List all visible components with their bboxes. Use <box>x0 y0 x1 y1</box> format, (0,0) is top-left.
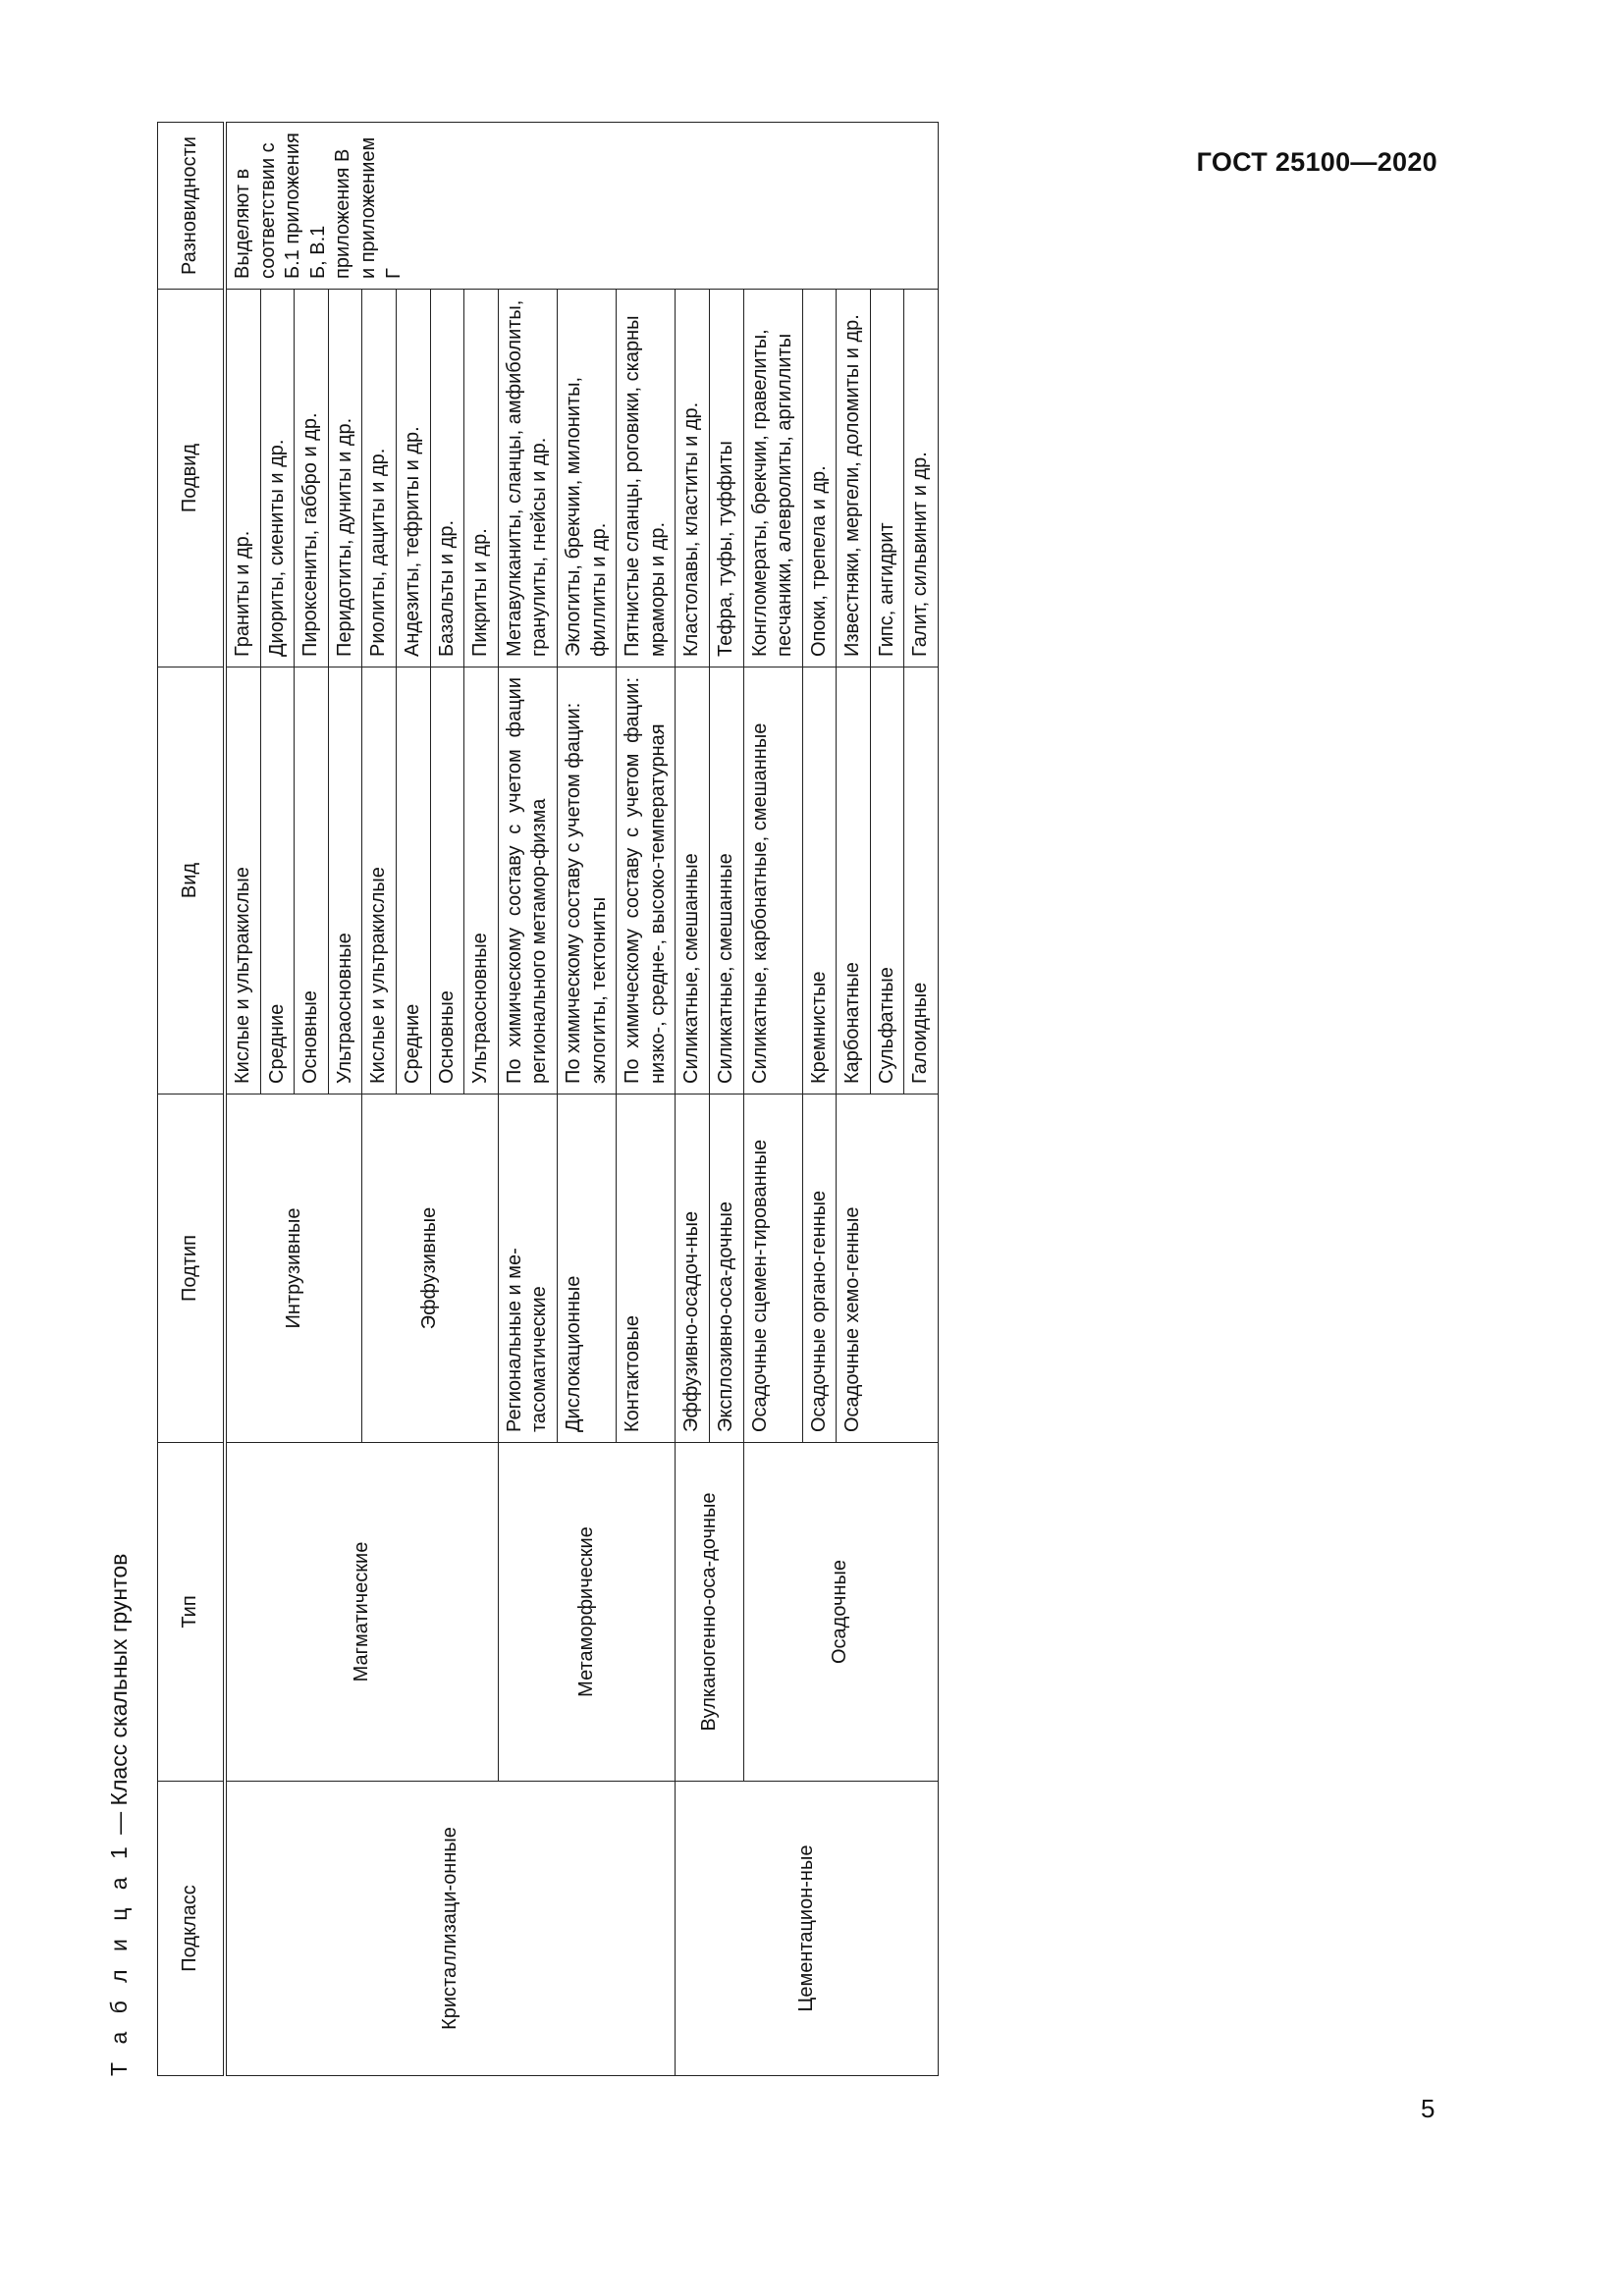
subtype-dislocation: Дислокационные <box>557 1095 616 1443</box>
kind-cell: Силикатные, смешанные <box>676 667 710 1095</box>
subkind-cell: Риолиты, дациты и др. <box>362 290 397 667</box>
subclass-cementation: Цементацион-ные <box>676 1782 939 2076</box>
varieties-cell: Выделяют в соответствии с Б.1 приложения Б, В.1 приложения В и приложением Г <box>225 123 939 290</box>
subtype-explosive-sedimentary: Эксплозивно-оса-дочные <box>709 1095 743 1443</box>
subtype-effusive-sedimentary: Эффузивно-осадоч-ные <box>676 1095 710 1443</box>
subkind-cell: Базальты и др. <box>430 290 464 667</box>
kind-cell: Кислые и ультракислые <box>225 667 260 1095</box>
kind-cell: Основные <box>295 667 329 1095</box>
kind-cell: По химическому составу с учетом фации: эклогиты, тектониты <box>557 667 616 1095</box>
subkind-cell: Конгломераты, брекчии, гравелиты, песчаники, алевролиты, аргиллиты <box>743 290 802 667</box>
subtype-contact: Контактовые <box>617 1095 676 1443</box>
rock-soil-class-table <box>157 122 939 2076</box>
type-metamorphic: Метаморфические <box>498 1443 676 1782</box>
kind-cell: Ультраосновные <box>328 667 362 1095</box>
header-subclass: Подкласс <box>158 1782 226 2076</box>
kind-cell: Ультраосновные <box>464 667 499 1095</box>
kind-cell: Галоидные <box>904 667 939 1095</box>
table-row <box>676 123 710 2076</box>
header-subkind: Подвид <box>158 290 226 667</box>
document-id: ГОСТ 25100—2020 <box>1196 147 1437 177</box>
type-magmatic: Магматические <box>225 1443 498 1782</box>
subclass-crystalline: Кристаллизаци-онные <box>225 1782 676 2076</box>
subkind-cell: Кластолавы, кластиты и др. <box>676 290 710 667</box>
subkind-cell: Перидотиты, дуниты и др. <box>328 290 362 667</box>
subkind-cell: Эклогиты, брекчии, милониты, филлиты и др. <box>557 290 616 667</box>
header-subtype: Подтип <box>158 1095 226 1443</box>
kind-cell: Сульфатные <box>870 667 904 1095</box>
rotated-table-area <box>106 123 1308 2076</box>
kind-cell: Карбонатные <box>837 667 871 1095</box>
subtype-cemented: Осадочные сцемен-тированные <box>743 1095 802 1443</box>
subkind-cell: Метавулканиты, сланцы, амфиболиты, гранулиты, гнейсы и др. <box>498 290 557 667</box>
subkind-cell: Граниты и др. <box>225 290 260 667</box>
kind-cell: Кремнистые <box>802 667 837 1095</box>
subtype-intrusive: Интрузивные <box>225 1095 362 1443</box>
header-varieties: Разновидности <box>158 123 226 290</box>
subkind-cell: Опоки, трепела и др. <box>802 290 837 667</box>
type-volcanic-sedimentary: Вулканогенно-оса-дочные <box>676 1443 743 1782</box>
caption-text: — Класс скальных грунтов <box>106 1553 132 1842</box>
kind-cell: По химическому составу с учетом фации регионального метамор-физма <box>498 667 557 1095</box>
type-sedimentary: Осадочные <box>743 1443 939 1782</box>
kind-cell: Средние <box>260 667 295 1095</box>
subkind-cell: Андезиты, тефриты и др. <box>396 290 430 667</box>
subkind-cell: Пятнистые сланцы, роговики, скарны мраморы и др. <box>617 290 676 667</box>
header-type: Тип <box>158 1443 226 1782</box>
table-wrapper <box>157 123 939 2076</box>
kind-cell: Средние <box>396 667 430 1095</box>
subtype-chemogenic: Осадочные хемо-генные <box>837 1095 939 1443</box>
header-kind: Вид <box>158 667 226 1095</box>
subkind-cell: Диориты, сиениты и др. <box>260 290 295 667</box>
kind-cell: Силикатные, смешанные <box>709 667 743 1095</box>
subkind-cell: Пироксениты, габбро и др. <box>295 290 329 667</box>
subkind-cell: Галит, сильвинит и др. <box>904 290 939 667</box>
subkind-cell: Гипс, ангидрит <box>870 290 904 667</box>
kind-cell: Кислые и ультракислые <box>362 667 397 1095</box>
subtype-organogenic: Осадочные органо-генные <box>802 1095 837 1443</box>
subkind-cell: Пикриты и др. <box>464 290 499 667</box>
header-row <box>158 123 226 2076</box>
kind-cell: Силикатные, карбонатные, смешанные <box>743 667 802 1095</box>
page-number: 5 <box>1421 2094 1435 2123</box>
subtype-effusive: Эффузивные <box>362 1095 498 1443</box>
table-caption <box>106 1554 133 2076</box>
kind-cell: Основные <box>430 667 464 1095</box>
table-row <box>225 123 260 2076</box>
subkind-cell: Тефра, туфы, туффиты <box>709 290 743 667</box>
caption-prefix: Т а б л и ц а 1 <box>106 1841 132 2076</box>
subkind-cell: Известняки, мергели, доломиты и др. <box>837 290 871 667</box>
kind-cell: По химическому составу с учетом фации: низко-, средне-, высоко-температурная <box>617 667 676 1095</box>
subtype-regional: Региональные и ме-тасоматические <box>498 1095 557 1443</box>
